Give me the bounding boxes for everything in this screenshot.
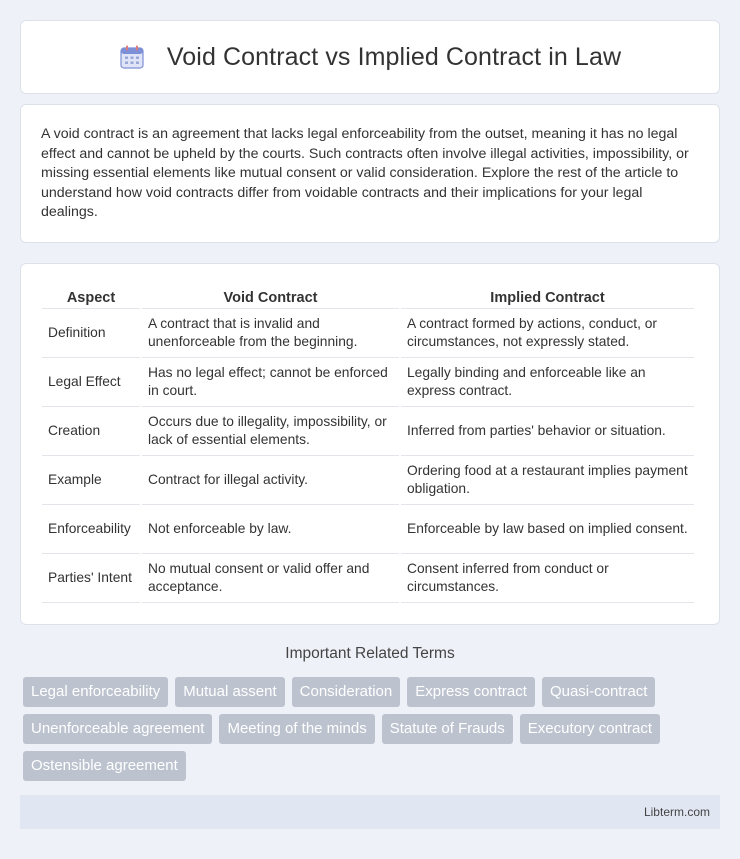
- aspect-cell: Enforceability: [42, 505, 140, 554]
- column-header-implied: Implied Contract: [401, 285, 694, 309]
- void-cell: Contract for illegal activity.: [142, 456, 399, 505]
- related-term-tag[interactable]: Statute of Frauds: [382, 714, 513, 744]
- related-term-tag[interactable]: Executory contract: [520, 714, 660, 744]
- implied-cell: Enforceable by law based on implied consent.: [401, 505, 694, 554]
- related-term-tag[interactable]: Express contract: [407, 677, 535, 707]
- footer-site-link[interactable]: Libterm.com: [643, 805, 710, 819]
- table-row: [42, 456, 694, 505]
- void-cell: Not enforceable by law.: [142, 505, 399, 554]
- table-header-row: [42, 285, 694, 309]
- table-row: [42, 407, 694, 456]
- comparison-table: [40, 285, 696, 603]
- related-term-tag[interactable]: Legal enforceability: [23, 677, 168, 707]
- header-card: [20, 20, 720, 94]
- implied-cell: Legally binding and enforceable like an express contract.: [401, 358, 694, 407]
- implied-cell: A contract formed by actions, conduct, or circumstances, not expressly stated.: [401, 309, 694, 358]
- void-cell: Occurs due to illegality, impossibility, or lack of essential elements.: [142, 407, 399, 456]
- related-term-tag[interactable]: Meeting of the minds: [219, 714, 374, 744]
- intro-text: A void contract is an agreement that lacks legal enforceability from the outset, meaning it has no legal effect and cannot be upheld by the courts. Such contracts often involve illegal activities, impossibility, or missing essential elements like mutual consent or valid consideration. Explore the rest of the article to understand how void contracts differ from voidable contracts and their implications for your legal dealings.: [41, 126, 689, 221]
- aspect-cell: Legal Effect: [42, 358, 140, 407]
- comparison-card: [20, 263, 720, 625]
- table-row: [42, 309, 694, 358]
- aspect-cell: Example: [42, 456, 140, 505]
- implied-cell: Consent inferred from conduct or circumstances.: [401, 554, 694, 603]
- implied-cell: Inferred from parties' behavior or situation.: [401, 407, 694, 456]
- implied-cell: Ordering food at a restaurant implies payment obligation.: [401, 456, 694, 505]
- calendar-icon: [119, 44, 145, 70]
- table-row: [42, 554, 694, 603]
- related-term-tag[interactable]: Quasi-contract: [542, 677, 656, 707]
- void-cell: Has no legal effect; cannot be enforced in court.: [142, 358, 399, 407]
- void-cell: A contract that is invalid and unenforceable from the beginning.: [142, 309, 399, 358]
- related-terms-title: Important Related Terms: [285, 645, 455, 662]
- related-term-tag[interactable]: Ostensible agreement: [23, 751, 186, 781]
- aspect-cell: Creation: [42, 407, 140, 456]
- void-cell: No mutual consent or valid offer and acceptance.: [142, 554, 399, 603]
- aspect-cell: Parties' Intent: [42, 554, 140, 603]
- footer: [20, 795, 720, 829]
- page-title: Void Contract vs Implied Contract in Law: [166, 42, 622, 71]
- table-row: [42, 358, 694, 407]
- intro-card: [20, 104, 720, 243]
- related-terms-list: [23, 677, 723, 781]
- aspect-cell: Definition: [42, 309, 140, 358]
- column-header-aspect: Aspect: [42, 285, 140, 309]
- table-row: [42, 505, 694, 554]
- column-header-void: Void Contract: [142, 285, 399, 309]
- related-term-tag[interactable]: Unenforceable agreement: [23, 714, 212, 744]
- related-term-tag[interactable]: Consideration: [292, 677, 401, 707]
- related-term-tag[interactable]: Mutual assent: [175, 677, 284, 707]
